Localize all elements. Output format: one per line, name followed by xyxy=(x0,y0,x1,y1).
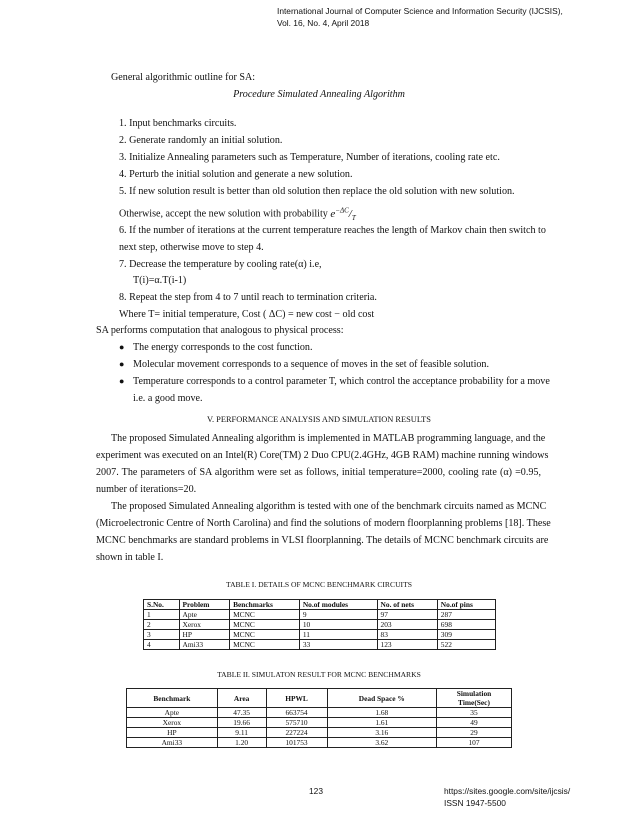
table-cell: 35 xyxy=(437,708,512,718)
table-cell: 29 xyxy=(437,728,512,738)
table1-header-cell: S.No. xyxy=(144,600,180,610)
table2-header-cell: Benchmark xyxy=(127,689,218,708)
table-cell: 10 xyxy=(299,620,377,630)
table-cell: 107 xyxy=(437,738,512,748)
table-cell: 522 xyxy=(437,640,495,650)
step-6: 6. If the number of iterations at the current temperature reaches the length of Markov chain then switch to xyxy=(119,225,546,236)
table1-header-cell: Problem xyxy=(179,600,230,610)
footer-right xyxy=(444,786,570,809)
table-cell: 3 xyxy=(144,630,180,640)
section-heading: V. PERFORMANCE ANALYSIS AND SIMULATION RESULTS xyxy=(207,415,431,424)
table-cell: 83 xyxy=(377,630,437,640)
table2-header-cell: HPWL xyxy=(266,689,327,708)
step-3: 3. Initialize Annealing parameters such as Temperature, Number of iterations, cooling rate etc. xyxy=(119,152,500,163)
analogy-bullet-3: Temperature corresponds to a control parameter T, which control the acceptance probability for a move xyxy=(133,376,550,387)
table-cell: 1.61 xyxy=(327,718,436,728)
procedure-title: Procedure Simulated Annealing Algorithm xyxy=(233,89,405,100)
table2-caption: TABLE II. SIMULATON RESULT FOR MCNC BENCHMARKS xyxy=(217,670,421,679)
outline-intro: General algorithmic outline for SA: xyxy=(111,72,256,83)
footer-url[interactable]: https://sites.google.com/site/ijcsis/ xyxy=(444,786,571,796)
table-cell: 47.35 xyxy=(217,708,266,718)
step-2: 2. Generate randomly an initial solution. xyxy=(119,135,283,146)
table-row xyxy=(144,610,496,620)
journal-header-line2: Vol. 16, No. 4, April 2018 xyxy=(277,17,370,28)
table-row xyxy=(144,640,496,650)
table-cell: 97 xyxy=(377,610,437,620)
table-cell: 11 xyxy=(299,630,377,640)
table1-caption: TABLE I. DETAILS OF MCNC BENCHMARK CIRCUITS xyxy=(226,580,412,589)
step-6-continued: next step, otherwise move to step 4. xyxy=(119,242,264,253)
table-cell: 19.66 xyxy=(217,718,266,728)
table-row xyxy=(127,708,512,718)
table1 xyxy=(143,599,496,650)
table-cell: MCNC xyxy=(230,630,300,640)
table-cell: Xerox xyxy=(179,620,230,630)
table-cell: 1.68 xyxy=(327,708,436,718)
table1-header-row xyxy=(144,600,496,610)
table-cell: MCNC xyxy=(230,610,300,620)
page-number: 123 xyxy=(309,786,323,796)
para1-line3: 2007. The parameters of SA algorithm were set as follows, initial temperature=2000, cooling rate (α) =0.95, xyxy=(96,467,541,478)
table-cell: 698 xyxy=(437,620,495,630)
probability-formula: $e^{-\Delta C}/_T$ xyxy=(330,206,356,222)
table-row xyxy=(144,620,496,630)
analogy-bullet-3-continued: i.e. a good move. xyxy=(133,393,203,404)
step-4: 4. Perturb the initial solution and generate a new solution. xyxy=(119,169,353,180)
table-cell: HP xyxy=(179,630,230,640)
footer-issn: ISSN 1947-5500 xyxy=(444,797,506,808)
table1-header-cell: Benchmarks xyxy=(230,600,300,610)
table2 xyxy=(126,688,512,748)
table-cell: 1 xyxy=(144,610,180,620)
table-cell: HP xyxy=(127,728,218,738)
table-row xyxy=(144,630,496,640)
para2-line2: (Microelectronic Centre of North Carolina) and find the solutions of modern floorplanning problems [18]. These xyxy=(96,518,551,529)
table-row xyxy=(127,738,512,748)
table-cell: Ami33 xyxy=(179,640,230,650)
step-5-continued-text: Otherwise, accept the new solution with probability xyxy=(119,208,328,220)
bullet-dot: ● xyxy=(119,359,125,369)
table1-header-cell: No. of nets xyxy=(377,600,437,610)
para2-line3: MCNC benchmarks are standard problems in VLSI floorplanning. The details of MCNC benchmark circuits are xyxy=(96,535,549,546)
analogy-bullet-2: Molecular movement corresponds to a sequence of moves in the set of feasible solution. xyxy=(133,359,489,370)
table-cell: Ami33 xyxy=(127,738,218,748)
table2-header-cell: Area xyxy=(217,689,266,708)
table-row xyxy=(127,728,512,738)
step-5-continued xyxy=(119,206,356,222)
table-cell: Xerox xyxy=(127,718,218,728)
table1-header-cell: No.of modules xyxy=(299,600,377,610)
para1-line1: The proposed Simulated Annealing algorithm is implemented in MATLAB programming language, and the xyxy=(111,433,546,444)
analogy-bullet-1: The energy corresponds to the cost function. xyxy=(133,342,313,353)
table-cell: 663754 xyxy=(266,708,327,718)
table-cell: MCNC xyxy=(230,620,300,630)
table-cell: 203 xyxy=(377,620,437,630)
table-cell: 1.20 xyxy=(217,738,266,748)
para2-line1: The proposed Simulated Annealing algorithm is tested with one of the benchmark circuits named as MCNC xyxy=(111,501,547,512)
bullet-dot: ● xyxy=(119,376,125,386)
table-cell: 309 xyxy=(437,630,495,640)
table-cell: MCNC xyxy=(230,640,300,650)
table-cell: 9 xyxy=(299,610,377,620)
table-cell: 3.16 xyxy=(327,728,436,738)
table-row xyxy=(127,718,512,728)
table-cell: 287 xyxy=(437,610,495,620)
table-cell: 49 xyxy=(437,718,512,728)
where-line: Where T= initial temperature, Cost ( ΔC) = new cost − old cost xyxy=(119,309,375,320)
step-1: 1. Input benchmarks circuits. xyxy=(119,118,237,129)
table-cell: Apte xyxy=(179,610,230,620)
table-cell: Apte xyxy=(127,708,218,718)
table-cell: 9.11 xyxy=(217,728,266,738)
bullet-dot: ● xyxy=(119,342,125,352)
table-cell: 227224 xyxy=(266,728,327,738)
table2-header-row xyxy=(127,689,512,708)
table2-header-cell: Dead Space % xyxy=(327,689,436,708)
journal-header xyxy=(277,6,563,29)
table-cell: 575710 xyxy=(266,718,327,728)
step-7: 7. Decrease the temperature by cooling rate(α) i.e, xyxy=(119,259,322,270)
table-cell: 4 xyxy=(144,640,180,650)
table-cell: 33 xyxy=(299,640,377,650)
step-8: 8. Repeat the step from 4 to 7 until reach to termination criteria. xyxy=(119,292,377,303)
step-5: 5. If new solution result is better than old solution then replace the old solution with new solution. xyxy=(119,186,515,197)
table-cell: 2 xyxy=(144,620,180,630)
para1-line4: number of iterations=20. xyxy=(96,484,197,495)
para2-line4: shown in table I. xyxy=(96,552,164,563)
step-7-formula: T(i)=α.T(i-1) xyxy=(133,275,187,286)
para1-line2: experiment was executed on an Intel(R) Core(TM) 2 Duo CPU(2.4GHz, 4GB RAM) machine running windows xyxy=(96,450,549,461)
journal-header-line1: International Journal of Computer Science and Information Security (IJCSIS), xyxy=(277,6,563,16)
table-cell: 101753 xyxy=(266,738,327,748)
table2-header-cell: Simulation Time(Sec) xyxy=(437,689,512,708)
table-cell: 123 xyxy=(377,640,437,650)
table1-header-cell: No.of pins xyxy=(437,600,495,610)
analogy-intro: SA performs computation that analogous to physical process: xyxy=(96,325,344,336)
table-cell: 3.62 xyxy=(327,738,436,748)
